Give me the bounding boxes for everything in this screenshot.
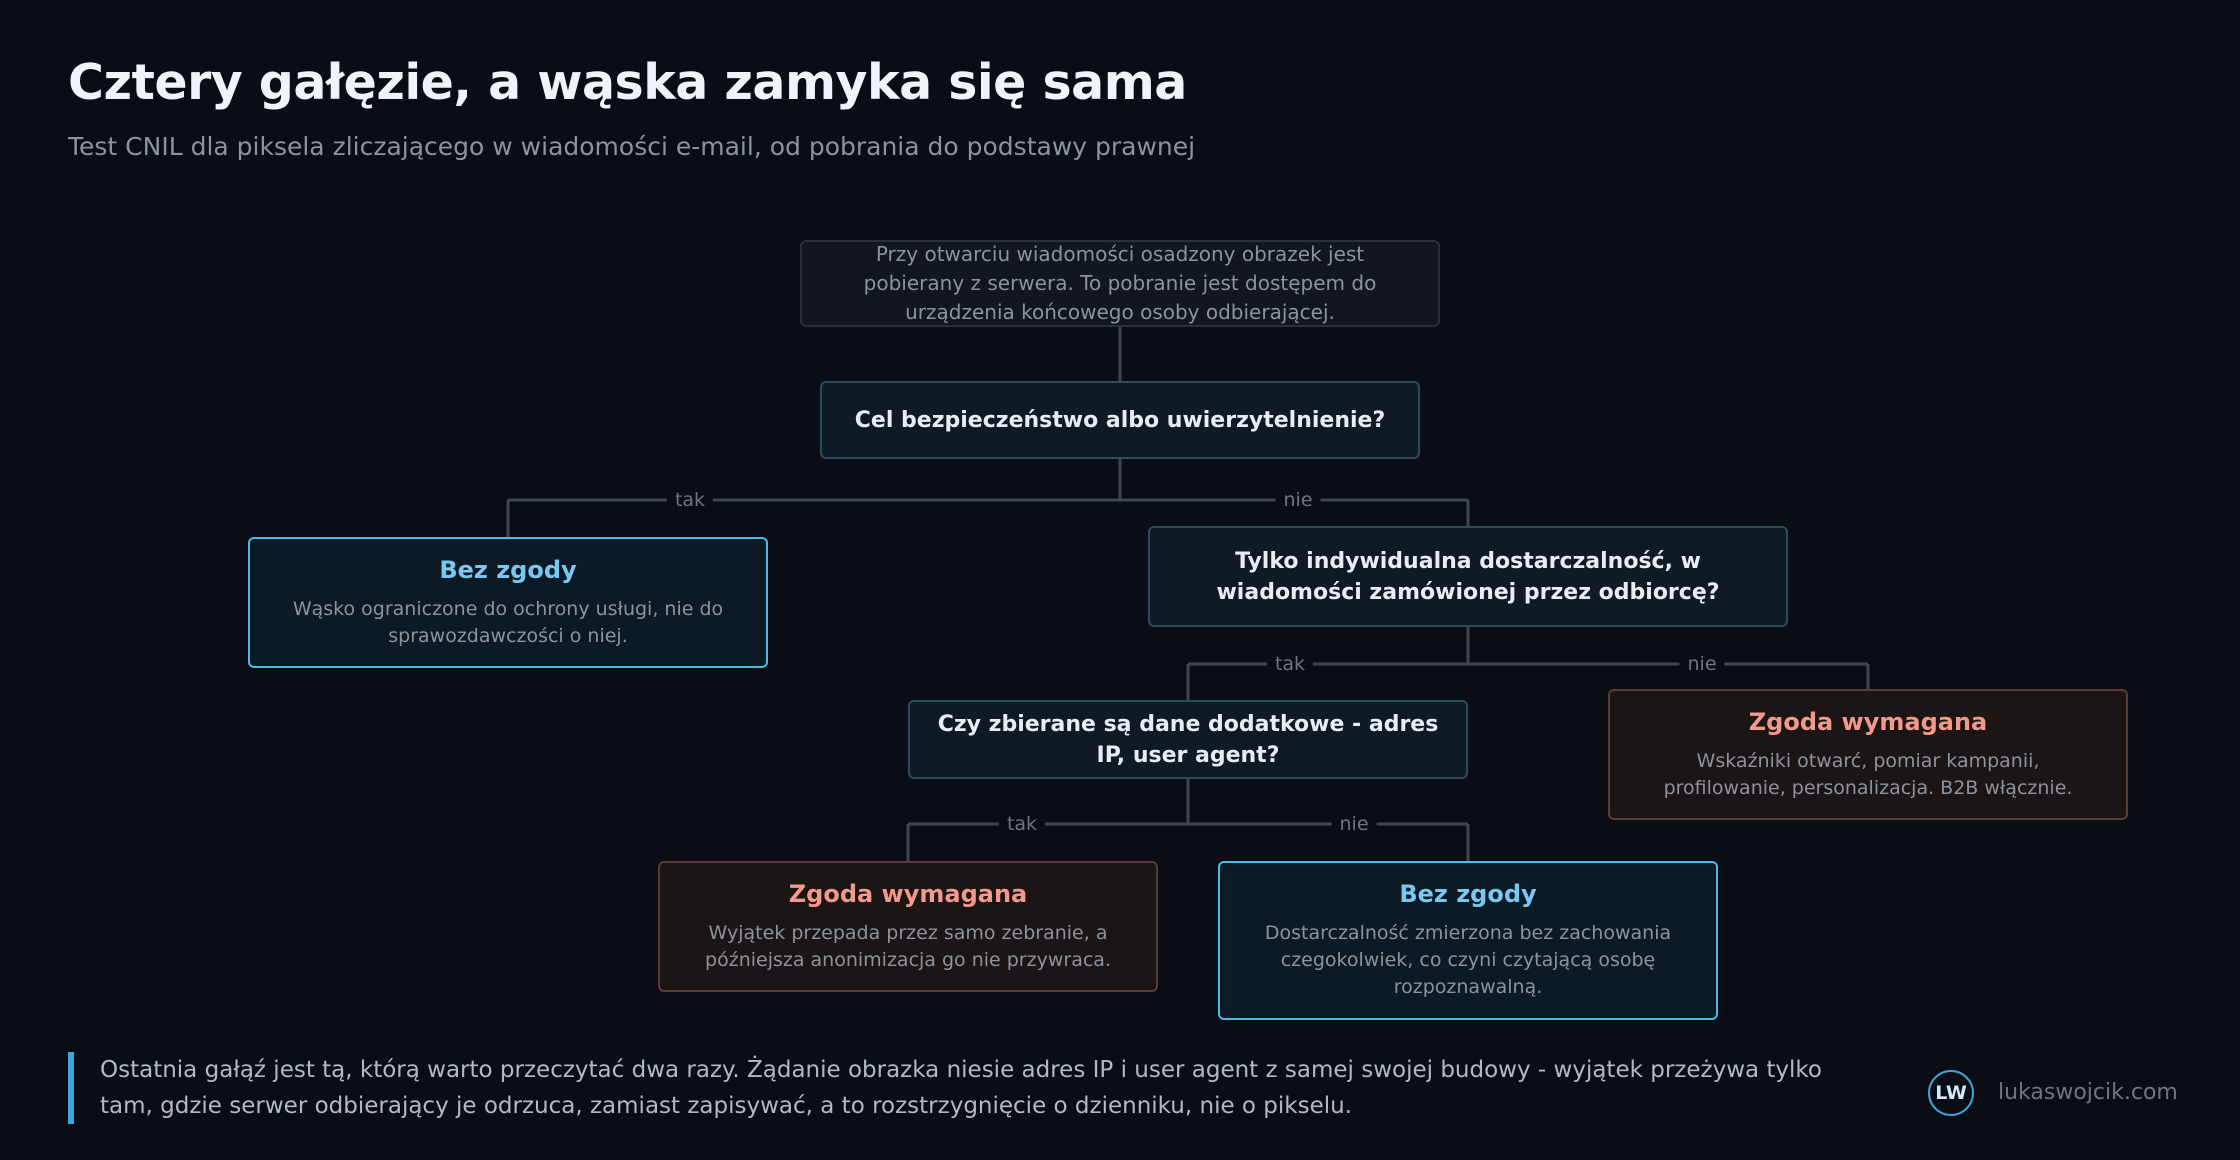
- intro-text: Przy otwarciu wiadomości osadzony obrazek jest pobierany z serwera. To pobranie jest dostępem do urządzenia końcowego osoby odbierającej.: [863, 242, 1377, 324]
- intro-box: [800, 240, 1440, 327]
- logo-icon: LW: [1928, 1070, 1974, 1116]
- page-title: Cztery gałęzie, a wąska zamyka się sama: [68, 54, 1187, 111]
- result-consent-required-marketing: [1608, 689, 2128, 820]
- question-deliverability-text: Tylko indywidualna dostarczalność, w wiadomości zamówionej przez odbiorcę?: [1216, 548, 1720, 605]
- footer-note: Ostatnia gałąź jest tą, którą warto przeczytać dwa razy. Żądanie obrazka niesie adres IP i user agent z samej swojej budowy - wyjątek przeżywa tylko tam, gdzie serwer odbierający je odrzuca, zamiast zapisywać, a to rozstrzygnięcie o dzienniku, nie o pikselu.: [100, 1057, 1823, 1119]
- edge-label-q3-yes: tak: [999, 813, 1045, 835]
- result-title: Bez zgody: [439, 555, 577, 584]
- result-no-consent-deliverability: [1218, 861, 1718, 1020]
- result-description: Dostarczalność zmierzona bez zachowania czegokolwiek, co czyni czytającą osobę rozpoznawalną.: [1264, 922, 1672, 998]
- edge-label-q1-no: nie: [1275, 489, 1320, 511]
- question-security-text: Cel bezpieczeństwo albo uwierzytelnienie?: [854, 407, 1386, 433]
- site-name[interactable]: lukaswojcik.com: [1998, 1080, 2178, 1105]
- edge-label-q2-no: nie: [1679, 653, 1724, 675]
- result-description: Wyjątek przepada przez samo zebranie, a późniejsza anonimizacja go nie przywraca.: [705, 921, 1111, 971]
- question-additional-data: [908, 700, 1468, 779]
- result-description: Wskaźniki otwarć, pomiar kampanii, profilowanie, personalizacja. B2B włącznie.: [1663, 749, 2073, 799]
- question-security: [820, 381, 1420, 459]
- question-deliverability: [1148, 526, 1788, 627]
- result-title: Zgoda wymagana: [1748, 707, 1988, 736]
- page-subtitle: Test CNIL dla piksela zliczającego w wiadomości e-mail, od pobrania do podstawy prawnej: [68, 132, 1196, 161]
- result-description: Wąsko ograniczone do ochrony usługi, nie do sprawozdawczości o niej.: [292, 597, 724, 647]
- connector-q3-branches: [908, 779, 1468, 861]
- edge-label-q3-no: nie: [1331, 813, 1376, 835]
- result-title: Bez zgody: [1399, 880, 1537, 908]
- edge-label-q1-yes: tak: [667, 489, 713, 511]
- result-no-consent-security: [248, 537, 768, 668]
- edge-label-q2-yes: tak: [1267, 653, 1313, 675]
- result-title: Zgoda wymagana: [788, 879, 1028, 908]
- footer-accent-bar: [68, 1052, 74, 1124]
- question-additional-data-text: Czy zbierane są dane dodatkowe - adres IP, user agent?: [937, 711, 1439, 768]
- result-consent-required-data: [658, 861, 1158, 992]
